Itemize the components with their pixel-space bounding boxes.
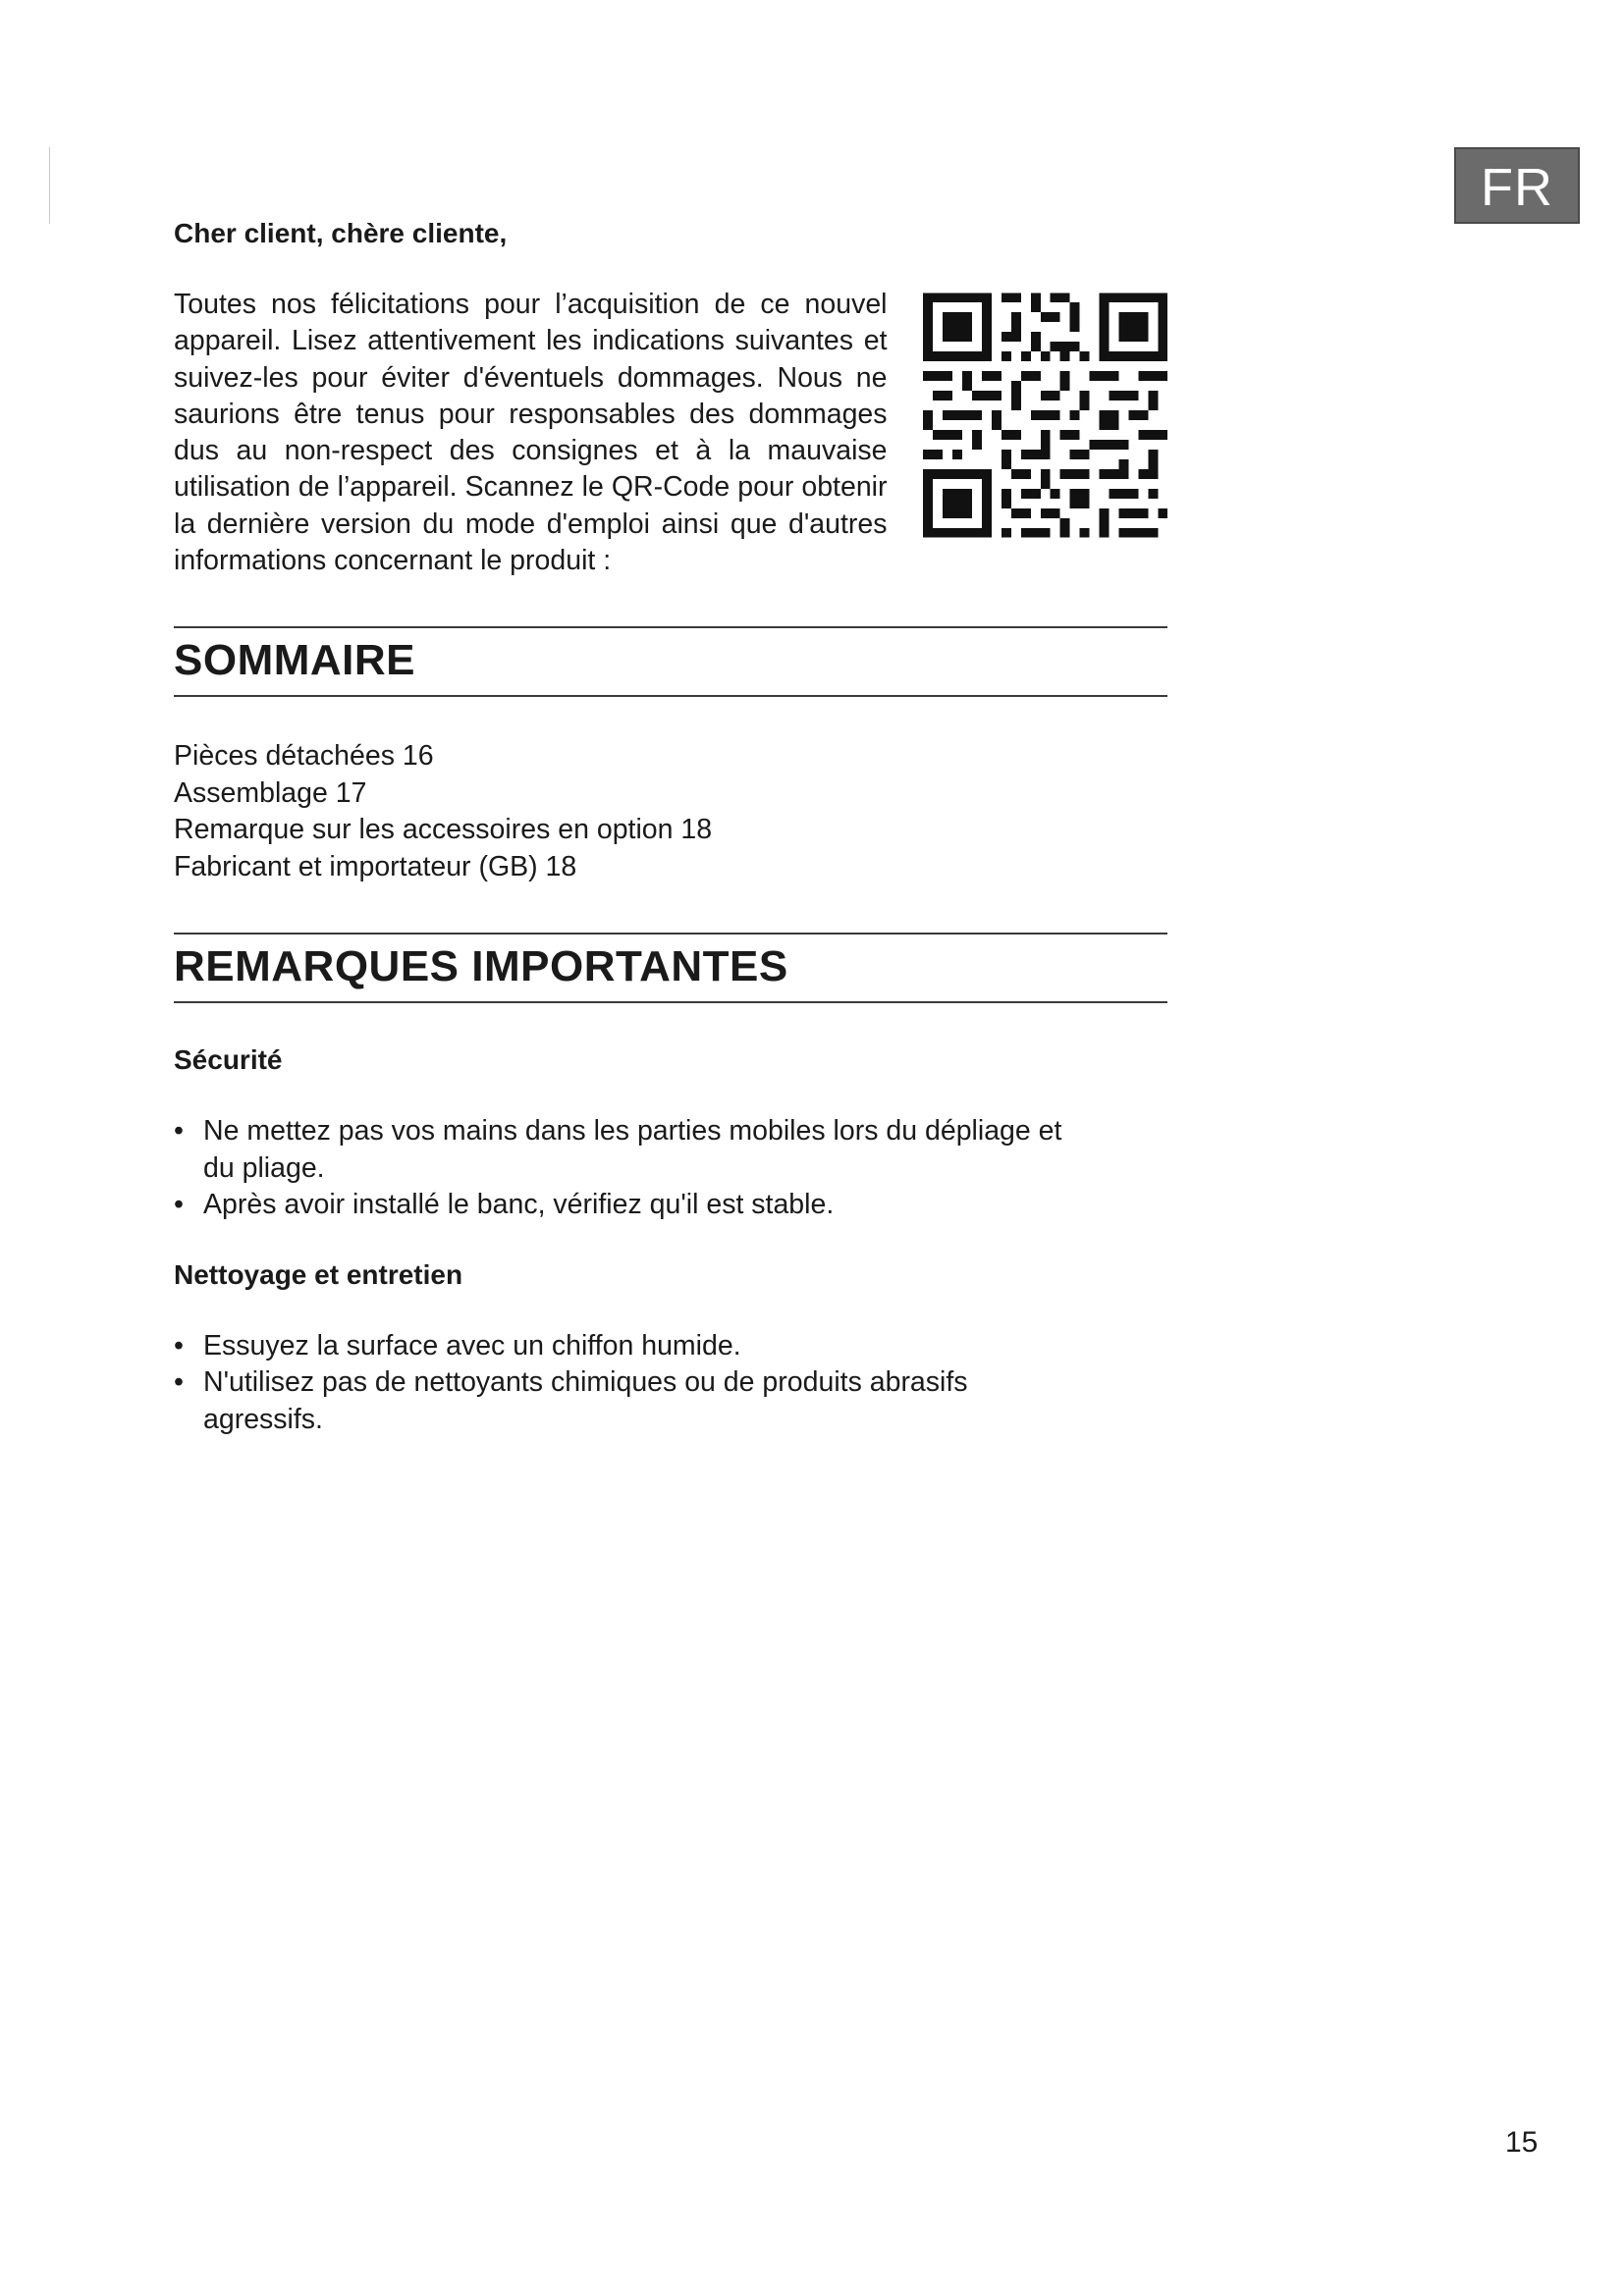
safety-heading: Sécurité	[174, 1044, 283, 1076]
summary-item: Assemblage 17	[174, 776, 367, 809]
safety-list	[174, 1113, 1167, 1224]
important-title: REMARQUES IMPORTANTES	[174, 942, 788, 991]
summary-item: Remarque sur les accessoires en option 18	[174, 814, 713, 846]
bullet-icon: •	[174, 1115, 184, 1148]
list-item	[174, 1364, 1087, 1438]
list-item-text: Ne mettez pas vos mains dans les parties mobiles lors du dépliage et du pliage.	[203, 1115, 1062, 1184]
list-item	[174, 1328, 1087, 1365]
summary-item: Pièces détachées 16	[174, 740, 434, 773]
qr-code-icon	[923, 293, 1167, 538]
bullet-icon: •	[174, 1366, 184, 1399]
list-item-text: Essuyez la surface avec un chiffon humide.	[203, 1329, 741, 1362]
page-content	[174, 206, 1167, 1438]
list-item-text: N'utilisez pas de nettoyants chimiques ou de produits abrasifs agressifs.	[203, 1366, 968, 1435]
greeting: Cher client, chère cliente,	[174, 218, 508, 248]
list-item	[174, 1187, 1087, 1224]
list-item	[174, 1113, 1087, 1187]
intro-paragraph: Toutes nos félicitations pour l’acquisition de ce nouvel appareil. Lisez attentivement les indications suivantes et suivez-les pour éviter d'éventuels dommages. Nous ne saurions être tenus pour responsables des dommages dus au non-respect des consignes et à la mauvaise utilisation de l’appareil. Scannez le QR-Code pour obtenir la dernière version du mode d'emploi ainsi que d'autres informations concernant le produit :	[174, 289, 888, 577]
bullet-icon: •	[174, 1189, 184, 1221]
cleaning-heading: Nettoyage et entretien	[174, 1258, 463, 1290]
summary-list	[174, 738, 1167, 885]
summary-title: SOMMAIRE	[174, 636, 415, 685]
margin-mark	[49, 147, 50, 224]
cleaning-list	[174, 1328, 1167, 1439]
intro-section	[174, 287, 1167, 579]
summary-item: Fabricant et importateur (GB) 18	[174, 850, 577, 882]
page-number: 15	[1505, 2126, 1539, 2159]
list-item-text: Après avoir installé le banc, vérifiez qu'il est stable.	[203, 1189, 835, 1221]
bullet-icon: •	[174, 1329, 184, 1362]
section-rule-bottom	[174, 695, 1167, 697]
language-badge: FR	[1454, 147, 1580, 224]
